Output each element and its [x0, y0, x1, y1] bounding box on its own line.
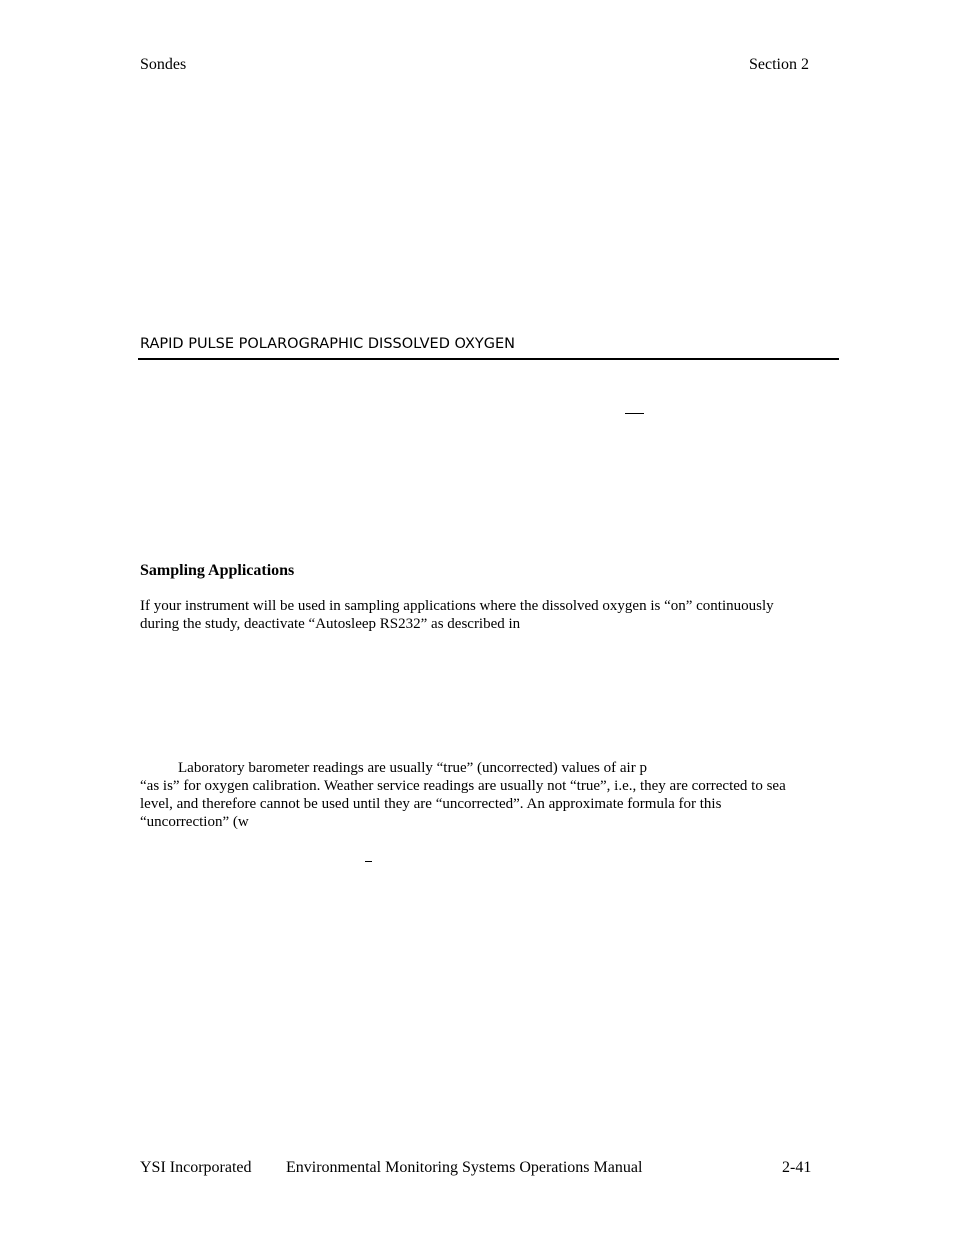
sampling-line: during the study, deactivate “Autosleep RS232” as described in: [140, 616, 521, 632]
footer-company: YSI Incorporated: [140, 1159, 252, 1176]
barometer-line: “uncorrection” (w: [140, 814, 249, 830]
section-title: RAPID PULSE POLAROGRAPHIC DISSOLVED OXYGEN: [140, 336, 516, 352]
sampling-paragraph: [140, 597, 774, 633]
barometer-paragraph: [140, 759, 786, 831]
underline-mark: [625, 413, 644, 414]
footer-page-number: 2-41: [782, 1159, 812, 1176]
header-left: Sondes: [140, 56, 187, 73]
barometer-line: “as is” for oxygen calibration. Weather service readings are usually not “true”, i.e., they are corrected to sea: [140, 778, 786, 794]
footer-manual: Environmental Monitoring Systems Operations Manual: [286, 1159, 643, 1176]
header-right: Section 2: [749, 56, 809, 73]
barometer-line: Laboratory barometer readings are usually “true” (uncorrected) values of air p: [178, 760, 647, 776]
sampling-line: If your instrument will be used in sampling applications where the dissolved oxygen is “on” continuously: [140, 598, 774, 614]
barometer-line: level, and therefore cannot be used until they are “uncorrected”. An approximate formula for this: [140, 796, 722, 812]
dash-mark: [365, 861, 372, 862]
sampling-heading: Sampling Applications: [140, 562, 295, 579]
section-rule: [138, 358, 839, 360]
